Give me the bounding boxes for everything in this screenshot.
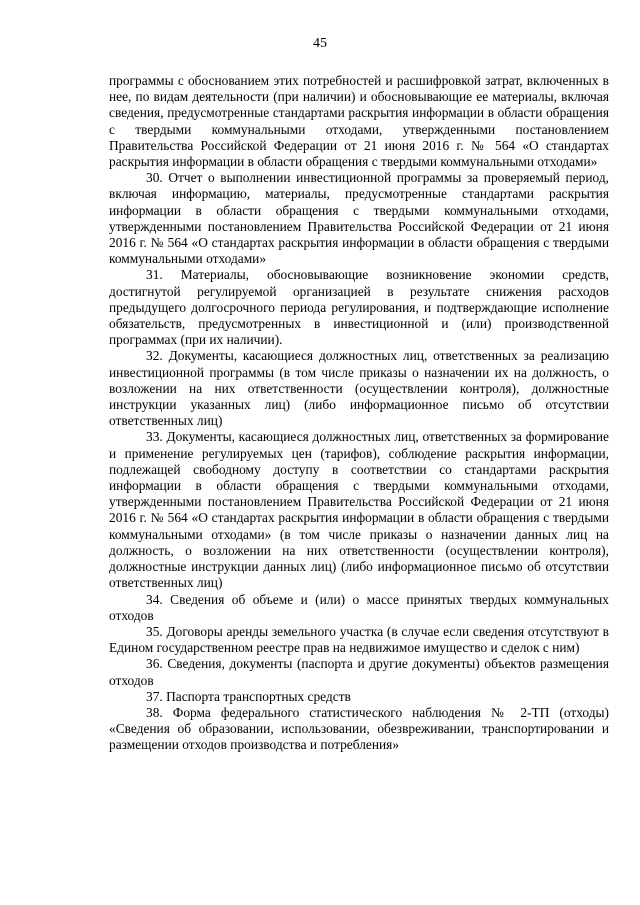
paragraph-item-30: 30. Отчет о выполнении инвестиционной программы за проверяемый период, включая информацию, материалы, предусмотренные стандартами раскрытия информации в области обращения с твердыми коммунальными отходами, утвержденными постановлением Правительства Российской Федерации от 21 июня 2016 г. № 564 «О стандартах раскрытия информации в области обращения с твердыми коммунальными отходами» [109,170,609,267]
paragraph-item-33: 33. Документы, касающиеся должностных лиц, ответственных за формирование и применение регулируемых цен (тарифов), соблюдение раскрытия информации, подлежащей свободному доступу в соответствии со стандартами раскрытия информации в области обращения с твердыми коммунальными отходами, утвержденными постановлением Правительства Российской Федерации от 21 июня 2016 г. № 564 «О стандартах раскрытия информации в области обращения с твердыми коммунальными отходами» (в том числе приказы о назначении данных лиц на должность, о возложении на них ответственности (осуществлении контроля), должностные инструкции данных лиц) (либо информационное письмо об отсутствии ответственных лиц) [109,429,609,591]
paragraph-item-31: 31. Материалы, обосновывающие возникновение экономии средств, достигнутой регулируемой организацией в результате снижения расходов предыдущего долгосрочного периода регулирования, и подтверждающие исполнение обязательств, предусмотренных в инвестиционной и (или) производственной программах (при их наличии). [109,267,609,348]
page-number: 45 [313,36,327,51]
paragraph-item-36: 36. Сведения, документы (паспорта и другие документы) объектов размещения отходов [109,656,609,688]
paragraph-item-35: 35. Договоры аренды земельного участка (в случае если сведения отсутствуют в Едином государственном реестре прав на недвижимое имущество и сделок с ним) [109,623,609,656]
paragraph-item-37: 37. Паспорта транспортных средств [146,688,351,704]
paragraph-continuation: программы с обоснованием этих потребностей и расшифровкой затрат, включенных в нее, по видам деятельности (при наличии) и обосновывающие ее материалы, включая сведения, предусмотренные стандартами раскрытия информации в области обращения с твердыми коммунальными отходами, утвержденными постановлением Правительства Российской Федерации от 21 июня 2016 г. № 564 «О стандартах раскрытия информации в области обращения с твердыми коммунальными отходами» [109,73,609,170]
paragraph-item-34: 34. Сведения об объеме и (или) о массе принятых твердых коммунальных отходов [109,591,609,623]
paragraph-item-32: 32. Документы, касающиеся должностных лиц, ответственных за реализацию инвестиционной программы (в том числе приказы о назначении их на должность, о возложении на них ответственности (осуществлении контроля), должностные инструкции указанных лиц) (либо информационное письмо об отсутствии ответственных лиц) [109,348,609,429]
paragraph-item-38: 38. Форма федерального статистического наблюдения № 2-ТП (отходы) «Сведения об образовании, использовании, обезвреживании, транспортировании и размещении отходов производства и потребления» [109,704,609,753]
document-body [109,73,609,754]
